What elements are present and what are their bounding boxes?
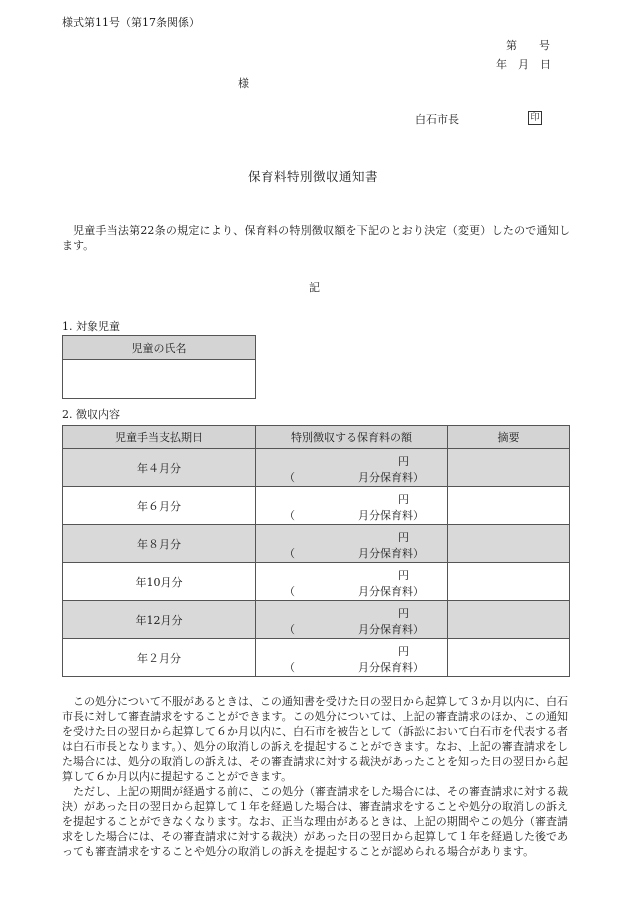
table-row: [63, 601, 570, 639]
period-cell: 年８月分: [63, 525, 256, 563]
paren-open: （: [284, 509, 295, 522]
paren-open: （: [284, 585, 295, 598]
month-share-label: 月分保育料）: [358, 471, 424, 484]
yen-label: 円: [398, 455, 409, 468]
table-row: [63, 525, 570, 563]
ki-marker: 記: [309, 281, 320, 294]
document-title: 保育料特別徴収通知書: [248, 169, 379, 184]
issuer-name: 白石市長: [415, 113, 459, 126]
header-payment-date: 児童手当支払期日: [63, 426, 256, 449]
intro-text: 児童手当法第22条の規定により、保育料の特別徴収額を下記のとおり決定（変更）したので通知します。: [62, 224, 570, 252]
period-cell: 年12月分: [63, 601, 256, 639]
month-share-label: 月分保育料）: [358, 623, 424, 636]
appeal-notice-paragraph-1: この処分について不服があるときは、この通知書を受けた日の翌日から起算して３か月以内に、白石市長に対して審査請求をすることができます。この処分については、上記の審査請求のほか、この通知を受けた日の翌日から起算して６か月以内に、白石市を被告として（訴訟において白石市を代表する者は白石市長となります。）、処分の取消しの訴えを提起することができます。なお、上記の審査請求をした場合には、処分の取消しの訴えは、その審査請求に対する裁決があったことを知った日の翌日から起算して６か月以内に提起することができます。: [62, 695, 568, 783]
amount-cell: [256, 449, 448, 487]
remarks-cell: [448, 563, 570, 601]
period-cell: 年４月分: [63, 449, 256, 487]
paren-open: （: [284, 661, 295, 674]
header-remarks: 摘要: [448, 426, 570, 449]
appeal-notice-paragraph-2: ただし、上記の期間が経過する前に、この処分（審査請求をした場合には、その審査請求に対する裁決）があった日の翌日から起算して１年を経過した場合は、審査請求をすることや処分の取消しの訴えを提起することができなくなります。なお、正当な理由があるときは、上記の期間やこの処分（審査請求をした場合には、その審査請求に対する裁決）があった日の翌日から起算して１年を経過した後であっても審査請求をすることや処分の取消しの訴えを提起することが認められる場合があります。: [62, 785, 568, 858]
table-row: [63, 487, 570, 525]
remarks-cell: [448, 449, 570, 487]
child-table: [62, 335, 256, 399]
addressee-suffix: 様: [238, 77, 249, 90]
remarks-cell: [448, 639, 570, 677]
month-share-label: 月分保育料）: [358, 661, 424, 674]
yen-label: 円: [398, 645, 409, 658]
collection-table: [62, 425, 570, 677]
paren-open: （: [284, 547, 295, 560]
period-cell: 年２月分: [63, 639, 256, 677]
amount-cell: [256, 525, 448, 563]
paren-open: （: [284, 623, 295, 636]
table-row: [63, 449, 570, 487]
amount-cell: [256, 601, 448, 639]
period-cell: 年６月分: [63, 487, 256, 525]
yen-label: 円: [398, 569, 409, 582]
month-share-label: 月分保育料）: [358, 509, 424, 522]
table-row: [63, 639, 570, 677]
section1-heading: 1. 対象児童: [62, 320, 120, 333]
remarks-cell: [448, 487, 570, 525]
yen-label: 円: [398, 531, 409, 544]
form-label: 様式第11号（第17条関係）: [62, 16, 200, 29]
header-amount: 特別徴収する保育料の額: [256, 426, 448, 449]
month-share-label: 月分保育料）: [358, 585, 424, 598]
yen-label: 円: [398, 607, 409, 620]
amount-cell: [256, 563, 448, 601]
yen-label: 円: [398, 493, 409, 506]
child-name-header: 児童の氏名: [63, 336, 256, 360]
document-number: 第 号: [506, 39, 550, 52]
month-share-label: 月分保育料）: [358, 547, 424, 560]
amount-cell: [256, 639, 448, 677]
remarks-cell: [448, 525, 570, 563]
remarks-cell: [448, 601, 570, 639]
period-cell: 年10月分: [63, 563, 256, 601]
issue-date: 年 月 日: [496, 58, 551, 71]
section2-heading: 2. 徴収内容: [62, 408, 120, 421]
official-seal-mark: 印: [528, 111, 542, 125]
paren-open: （: [284, 471, 295, 484]
amount-cell: [256, 487, 448, 525]
child-name-cell: [63, 360, 256, 399]
table-row: [63, 563, 570, 601]
